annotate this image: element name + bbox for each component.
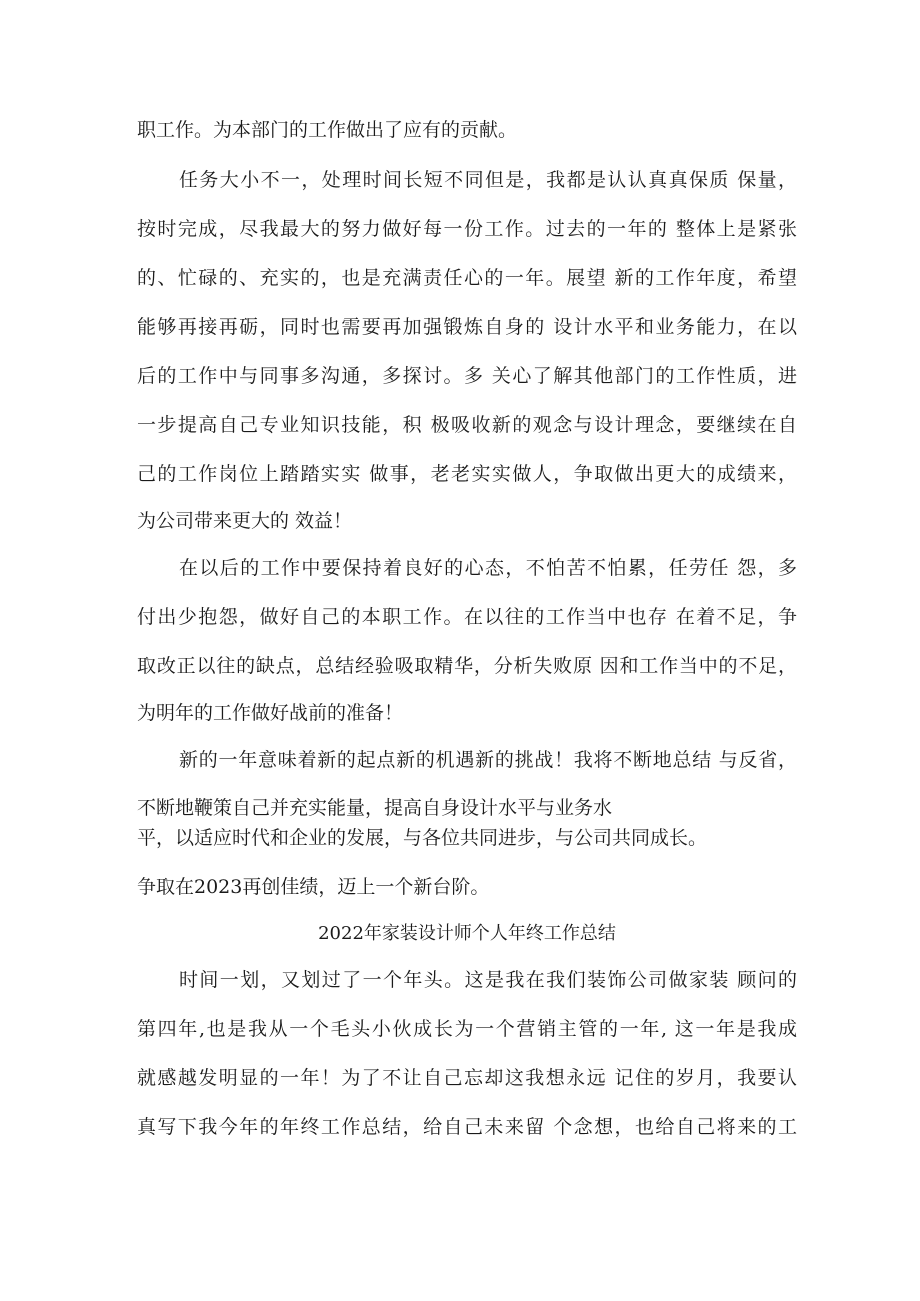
paragraph-3-line-2: 付出少抱怨，做好自己的本职工作。在以往的工作当中也存 在着不足，争 xyxy=(137,606,797,628)
final-paragraph-line-3: 就感越发明显的一年！为了不让自己忘却这我想永远 记住的岁月，我要认 xyxy=(137,1067,797,1089)
paragraph-4-line-2: 不断地鞭策自己并充实能量，提高自身设计水平与业务水 xyxy=(137,797,613,819)
paragraph-4-line-1: 新的一年意味着新的起点新的机遇新的挑战！我将不断地总结 与反省， xyxy=(179,749,797,771)
paragraph-2-line-8: 为公司带来更大的 效益！ xyxy=(137,510,353,532)
paragraph-2-line-5: 后的工作中与同事多沟通，多探讨。多 关心了解其他部门的工作性质，进 xyxy=(137,365,797,387)
paragraph-4-line-4: 争取在2023再创佳绩，迈上一个新台阶。 xyxy=(137,876,490,898)
paragraph-3-line-4: 为明年的工作做好战前的准备！ xyxy=(137,702,404,724)
paragraph-2-line-6: 一步提高自己专业知识技能，积 极吸收新的观念与设计理念，要继续在自 xyxy=(137,414,797,436)
paragraph-4-line-3: 平，以适应时代和企业的发展，与各位共同进步，与公司共同成长。 xyxy=(137,827,708,849)
final-paragraph-line-1: 时间一划，又划过了一个年头。这是我在我们装饰公司做家装 顾问的 xyxy=(179,969,797,991)
final-paragraph-line-4: 真写下我今年的年终工作总结，给自己未来留 个念想，也给自己将来的工 xyxy=(137,1116,797,1138)
paragraph-2-line-4: 能够再接再砺，同时也需要再加强锻炼自身的 设计水平和业务能力，在以 xyxy=(137,316,797,338)
paragraph-1-line-1: 职工作。为本部门的工作做出了应有的贡献。 xyxy=(137,119,518,141)
paragraph-3-line-1: 在以后的工作中要保持着良好的心态，不怕苦不怕累，任劳任 怨，多 xyxy=(179,557,797,579)
paragraph-2-line-2: 按时完成，尽我最大的努力做好每一份工作。过去的一年的 整体上是紧张 xyxy=(137,218,797,240)
paragraph-2-line-1: 任务大小不一，处理时间长短不同但是，我都是认认真真保质 保量， xyxy=(179,169,797,191)
final-paragraph-line-2: 第四年,也是我从一个毛头小伙成长为一个营销主管的一年, 这一年是我成 xyxy=(137,1018,797,1040)
paragraph-2-line-3: 的、忙碌的、充实的，也是充满责任心的一年。展望 新的工作年度，希望 xyxy=(137,267,797,289)
paragraph-2-line-7: 己的工作岗位上踏踏实实 做事，老老实实做人，争取做出更大的成绩来， xyxy=(137,463,797,485)
section-heading: 2022年家装设计师个人年终工作总结 xyxy=(318,923,616,944)
paragraph-3-line-3: 取改正以往的缺点，总结经验吸取精华，分析失败原 因和工作当中的不足， xyxy=(137,655,797,677)
